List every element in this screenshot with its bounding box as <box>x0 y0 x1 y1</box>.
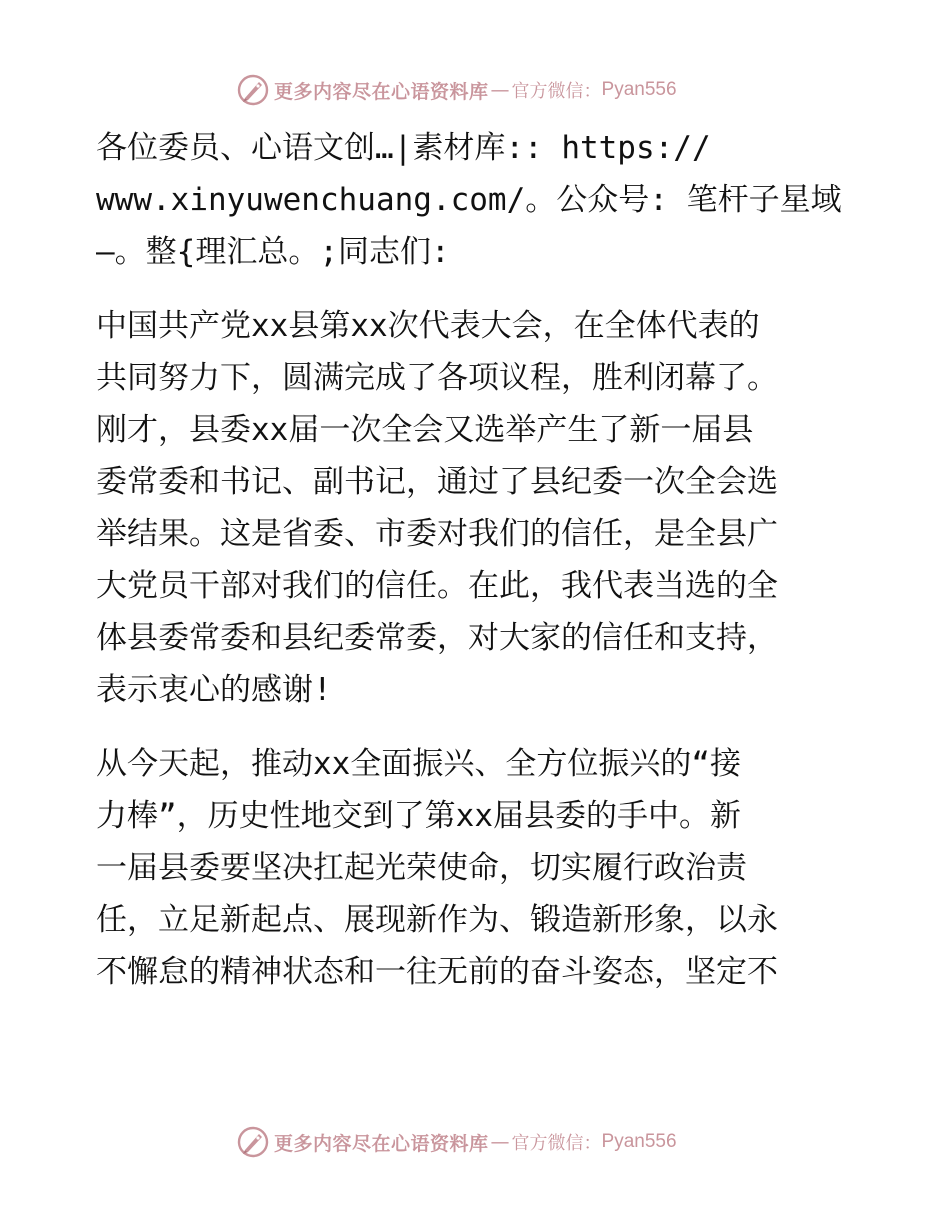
text-line: 共同努力下，圆满完成了各项议程，胜利闭幕了。 <box>96 360 778 396</box>
text-line: 中国共产党xx县第xx次代表大会，在全体代表的 <box>96 308 760 344</box>
text-line: 表示衷心的感谢! <box>96 672 332 708</box>
text-line: 从今天起，推动xx全面振兴、全方位振兴的“接 <box>96 746 741 782</box>
paragraph-2 <box>96 300 866 716</box>
watermark-main-text: 更多内容尽在心语资料库 <box>274 80 489 103</box>
paragraph-1 <box>96 122 866 278</box>
text-line: 任，立足新起点、展现新作为、锻造新形象，以永 <box>96 902 778 938</box>
text-line: 大党员干部对我们的信任。在此，我代表当选的全 <box>96 568 778 604</box>
text-line: 体县委常委和县纪委常委，对大家的信任和支持， <box>96 620 778 656</box>
watermark-handle: Pyan556 <box>601 79 677 100</box>
header-watermark <box>236 72 677 108</box>
text-line: 举结果。这是省委、市委对我们的信任，是全县广 <box>96 516 778 552</box>
text-line: 刚才，县委xx届一次全会又选举产生了新一届县 <box>96 412 754 448</box>
document-body <box>96 122 866 998</box>
text-line: 一届县委要坚决扛起光荣使命，切实履行政治责 <box>96 850 747 886</box>
watermark-dash: — <box>490 79 510 101</box>
footer-watermark <box>236 1124 677 1160</box>
watermark-sub-text: 官方微信： <box>511 1133 602 1154</box>
watermark-main-text: 更多内容尽在心语资料库 <box>274 1132 489 1155</box>
text-line: 委常委和书记、副书记，通过了县纪委一次全会选 <box>96 464 778 500</box>
pen-logo-icon <box>236 1125 270 1159</box>
text-line: —。整{理汇总。;同志们: <box>96 234 450 270</box>
watermark-handle: Pyan556 <box>601 1131 677 1152</box>
text-line: 不懈怠的精神状态和一往无前的奋斗姿态，坚定不 <box>96 954 778 990</box>
watermark-dash: — <box>490 1131 510 1153</box>
watermark-sub-text: 官方微信： <box>511 81 602 102</box>
pen-logo-icon <box>236 73 270 107</box>
text-line: 力棒”，历史性地交到了第xx届县委的手中。新 <box>96 798 741 834</box>
paragraph-3 <box>96 738 866 998</box>
text-line: 各位委员、心语文创…|素材库:: https:// <box>96 130 711 166</box>
text-line: www.xinyuwenchuang.com/。公众号: 笔杆子星域 <box>96 182 842 218</box>
